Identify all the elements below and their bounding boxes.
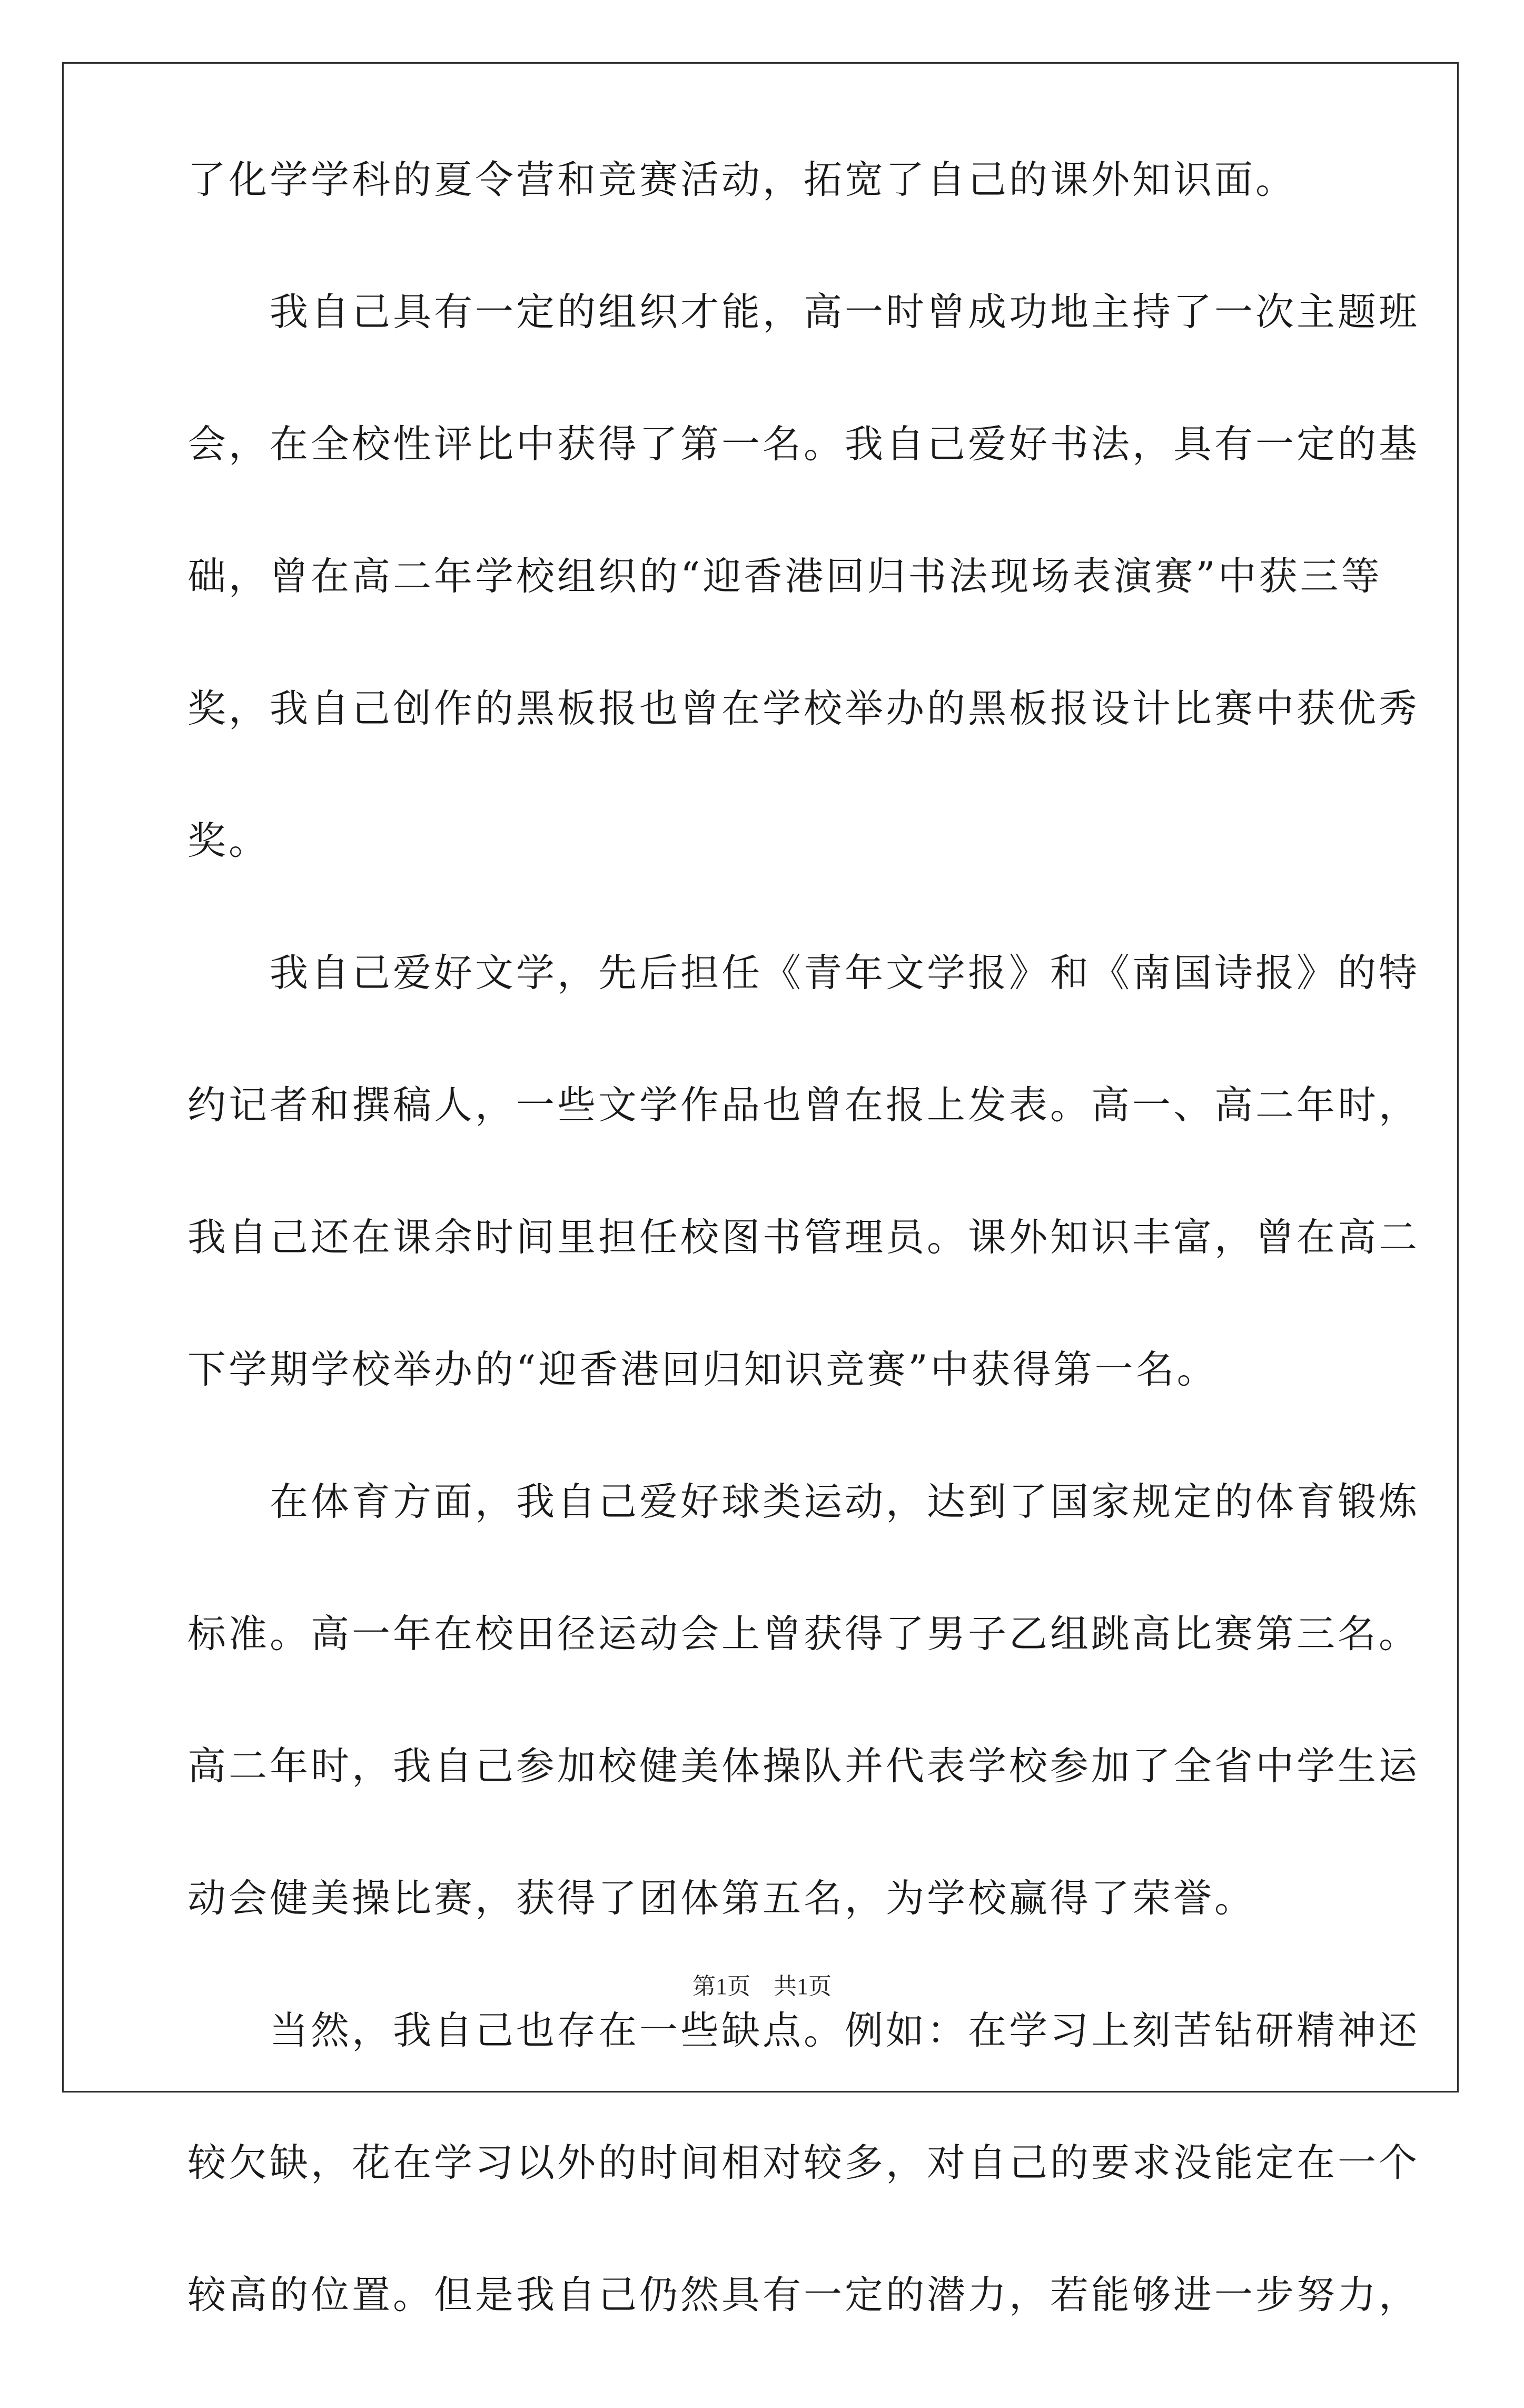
body-text bbox=[187, 157, 1420, 2408]
text-line: 下学期学校举办的“迎香港回归知识竞赛”中获得第一名。 bbox=[187, 1347, 1218, 1392]
text-line: 较高的位置。但是我自己仍然具有一定的潜力，若能够进一步努力， bbox=[187, 2273, 1420, 2317]
text-line: 我自己还在课余时间里担任校图书管理员。课外知识丰富，曾在高二 bbox=[187, 1215, 1420, 1260]
text-line: 我自己具有一定的组织才能，高一时曾成功地主持了一次主题班 bbox=[187, 290, 1420, 334]
text-line: 奖。 bbox=[187, 818, 270, 863]
text-line: 标准。高一年在校田径运动会上曾获得了男子乙组跳高比赛第三名。 bbox=[187, 1612, 1420, 1656]
text-line: 我自己爱好文学，先后担任《青年文学报》和《南国诗报》的特 bbox=[187, 951, 1420, 995]
text-line: 动会健美操比赛，获得了团体第五名，为学校赢得了荣誉。 bbox=[187, 1876, 1255, 1921]
text-line: 高二年时，我自己参加校健美体操队并代表学校参加了全省中学生运 bbox=[187, 1744, 1420, 1789]
text-line: 当然，我自己也存在一些缺点。例如：在学习上刻苦钻研精神还 bbox=[187, 2008, 1420, 2053]
text-line: 础，曾在高二年学校组织的“迎香港回归书法现场表演赛”中获三等 bbox=[187, 554, 1382, 599]
text-line: 约记者和撰稿人，一些文学作品也曾在报上发表。高一、高二年时， bbox=[187, 1083, 1420, 1128]
page-number-footer: 第1页 共1页 bbox=[692, 1973, 832, 1999]
text-line: 较欠缺，花在学习以外的时间相对较多，对自己的要求没能定在一个 bbox=[187, 2140, 1420, 2185]
text-line: 在体育方面，我自己爱好球类运动，达到了国家规定的体育锻炼 bbox=[187, 1479, 1420, 1524]
text-line: 了化学学科的夏令营和竞赛活动，拓宽了自己的课外知识面。 bbox=[187, 157, 1297, 202]
text-line: 会，在全校性评比中获得了第一名。我自己爱好书法，具有一定的基 bbox=[187, 422, 1420, 467]
text-line: 奖，我自己创作的黑板报也曾在学校举办的黑板报设计比赛中获优秀 bbox=[187, 686, 1420, 731]
